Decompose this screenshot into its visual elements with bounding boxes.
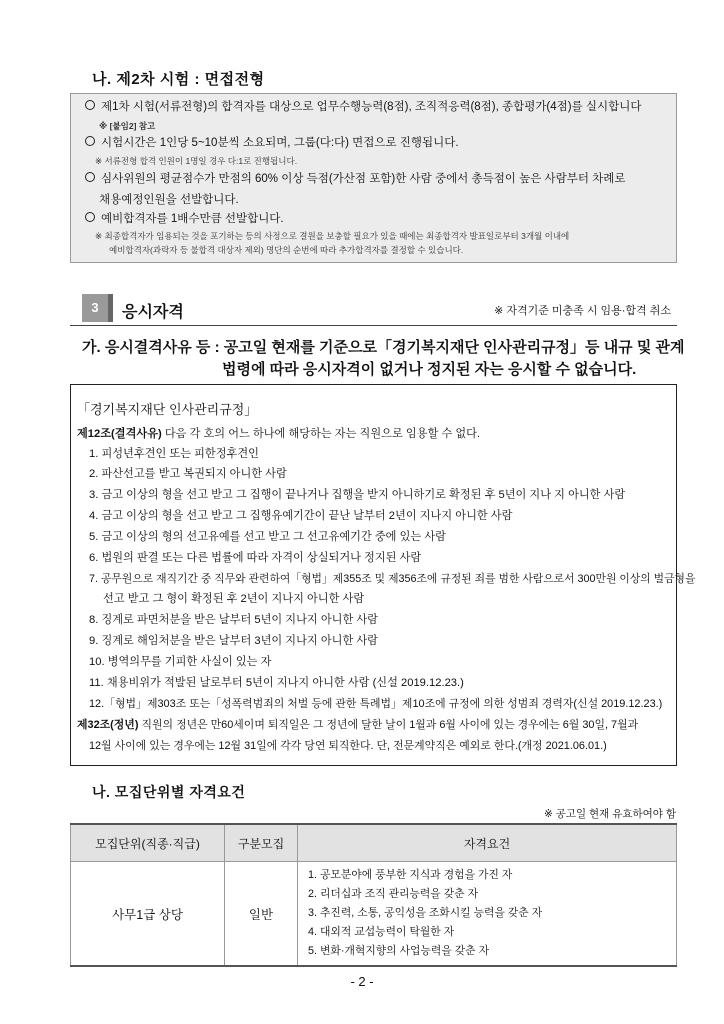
article-12-text: 다음 각 호의 어느 하나에 해당하는 자는 직원으로 임용할 수 없다.	[161, 428, 481, 440]
article-12	[77, 427, 480, 441]
regulation-item: 3. 금고 이상의 형을 선고 받고 그 집행이 끝나거나 집행을 받지 아니하기로 확정된 후 5년이 지나 지 아니한 사람	[89, 489, 626, 501]
requirement-item: 1. 공모분야에 풍부한 지식과 경험을 가진 자	[308, 869, 513, 881]
regulation-item: 11. 채용비위가 적발된 날로부터 5년이 지나지 아니한 사람 (신설 2019.12.23.)	[89, 677, 464, 689]
requirement-item: 2. 리더십과 조직 관리능력을 갖춘 자	[308, 888, 479, 900]
regulation-item: 1. 피성년후견인 또는 피한정후견인	[89, 448, 259, 460]
page-number: - 2 -	[350, 974, 374, 989]
article-32-heading: 제32조(정년)	[77, 719, 139, 731]
header-unit: 모집단위(직종·직급)	[71, 824, 225, 862]
regulation-title: 「경기복지재단 인사관리규정」	[77, 402, 258, 417]
requirements-table	[70, 823, 677, 967]
interview-note-4: ※ 최종합격자가 임용되는 것을 포기하는 등의 사정으로 결원을 보충할 필요가 있을 때에는 최종합격자 발표일로부터 3개월 이내에	[95, 231, 570, 241]
circle-bullet-icon	[85, 100, 95, 110]
section-title: 응시자격	[122, 304, 184, 321]
requirement-item: 4. 대외적 교섭능력이 탁월한 자	[308, 926, 455, 938]
circle-bullet-icon	[85, 172, 95, 182]
regulation-item: 10. 병역의무를 기피한 사실이 있는 자	[89, 656, 272, 668]
article-32-cont: 12월 사이에 있는 경우에는 12월 31일에 각각 당연 퇴직한다. 단, 전문계약직은 예외로 한다.(개정 2021.06.01.)	[89, 740, 607, 752]
cell-unit: 사무1급 상당	[71, 862, 225, 967]
article-32-text: 직원의 정년은 만60세이며 퇴직일은 그 정년에 달한 날이 1월과 6월 사이에 있는 경우에는 6월 30일, 7월과	[138, 719, 639, 731]
article-12-heading: 제12조(결격사유)	[77, 428, 162, 440]
interview-info-box	[70, 93, 677, 263]
interview-ref-note: ※ [붙임2] 참고	[99, 121, 156, 131]
regulation-item: 5. 금고 이상의 형의 선고유예를 선고 받고 그 선고유예기간 중에 있는 사람	[89, 531, 446, 543]
cell-requirements	[298, 862, 677, 967]
interview-note-2: ※ 서류전형 합격 인원이 1명일 경우 다:1로 진행됩니다.	[95, 156, 298, 166]
table-row	[71, 862, 677, 967]
header-requirements: 자격요건	[298, 824, 677, 862]
section-header-eligibility	[70, 290, 677, 326]
section-title-requirements: 나. 모집단위별 자격요건	[92, 784, 246, 800]
circle-bullet-icon	[85, 136, 95, 146]
section-number-bar	[108, 294, 113, 322]
regulation-box	[70, 384, 696, 766]
disqualification-line-2: 법령에 따라 응시자격이 없거나 정지된 자는 응시할 수 없습니다.	[222, 361, 637, 378]
regulation-item-cont: 선고 받고 그 형이 확정된 후 2년이 지나지 아니한 사람	[103, 593, 365, 605]
regulation-item: 9. 징계로 해임처분을 받은 날부터 3년이 지나지 아니한 사람	[89, 635, 378, 647]
interview-item-4: 예비합격자를 1배수만큼 선발합니다.	[85, 212, 284, 227]
table-header-row	[71, 824, 677, 862]
disqualification-line-1: 가. 응시결격사유 등 : 공고일 현재를 기준으로「경기복지재단 인사관리규정」등 내규 및 관계	[82, 339, 685, 356]
section-title-interview: 나. 제2차 시험 : 면접전형	[92, 71, 265, 88]
article-32	[77, 718, 638, 732]
interview-item-2: 시험시간은 1인당 5~10분씩 소요되며, 그룹(다:다) 면접으로 진행됩니다.	[85, 136, 459, 151]
section-note: ※ 자격기준 미충족 시 임용·합격 취소	[494, 305, 671, 317]
regulation-item: 8. 징계로 파면처분을 받은 날부터 5년이 지나지 아니한 사람	[89, 614, 378, 626]
interview-item-1: 제1차 시험(서류전형)의 합격자를 대상으로 업무수행능력(8점), 조직적응력(8점), 종합평가(4점)를 실시합니다	[85, 100, 641, 115]
regulation-item: 12.「형법」제303조 또는「성폭력범죄의 처벌 등에 관한 특례법」제10조에 규정에 의한 성범죄 경력자(신설 2019.12.23.)	[89, 698, 663, 710]
interview-item-3: 심사위원의 평균점수가 만점의 60% 이상 득점(가산점 포함)한 사람 중에서 총득점이 높은 사람부터 차례로	[85, 172, 625, 187]
cell-type: 일반	[225, 862, 298, 967]
header-type: 구분모집	[225, 824, 298, 862]
regulation-item: 4. 금고 이상의 형을 선고 받고 그 집행유예기간이 끝난 날부터 2년이 지나지 아니한 사람	[89, 510, 513, 522]
regulation-item: 7. 공무원으로 재직기간 중 직무와 관련하여「형법」제355조 및 제356조에 규정된 죄를 범한 사람으로서 300만원 이상의 벌금형을	[89, 573, 696, 585]
requirement-item: 5. 변화·개혁지향의 사업능력을 갖춘 자	[308, 945, 490, 957]
regulation-item: 2. 파산선고를 받고 복권되지 아니한 사람	[89, 468, 287, 480]
disqualification-paragraph	[82, 337, 685, 381]
interview-item-3-cont: 채용예정인원을 선발합니다.	[99, 194, 239, 206]
requirements-note: ※ 공고일 현재 유효하여야 함	[543, 808, 676, 820]
requirement-item: 3. 추진력, 소통, 공익성을 조화시킬 능력을 갖춘 자	[308, 907, 543, 919]
regulation-item: 6. 법원의 판결 또는 다른 법률에 따라 자격이 상실되거나 정지된 사람	[89, 552, 422, 564]
interview-note-4-cont: 예비합격자(과락자 등 불합격 대상자 제외) 명단의 순번에 따라 추가합격자를 결정할 수 있습니다.	[109, 245, 464, 255]
section-number: 3	[82, 294, 108, 322]
section-divider	[70, 325, 677, 326]
circle-bullet-icon	[85, 212, 95, 222]
